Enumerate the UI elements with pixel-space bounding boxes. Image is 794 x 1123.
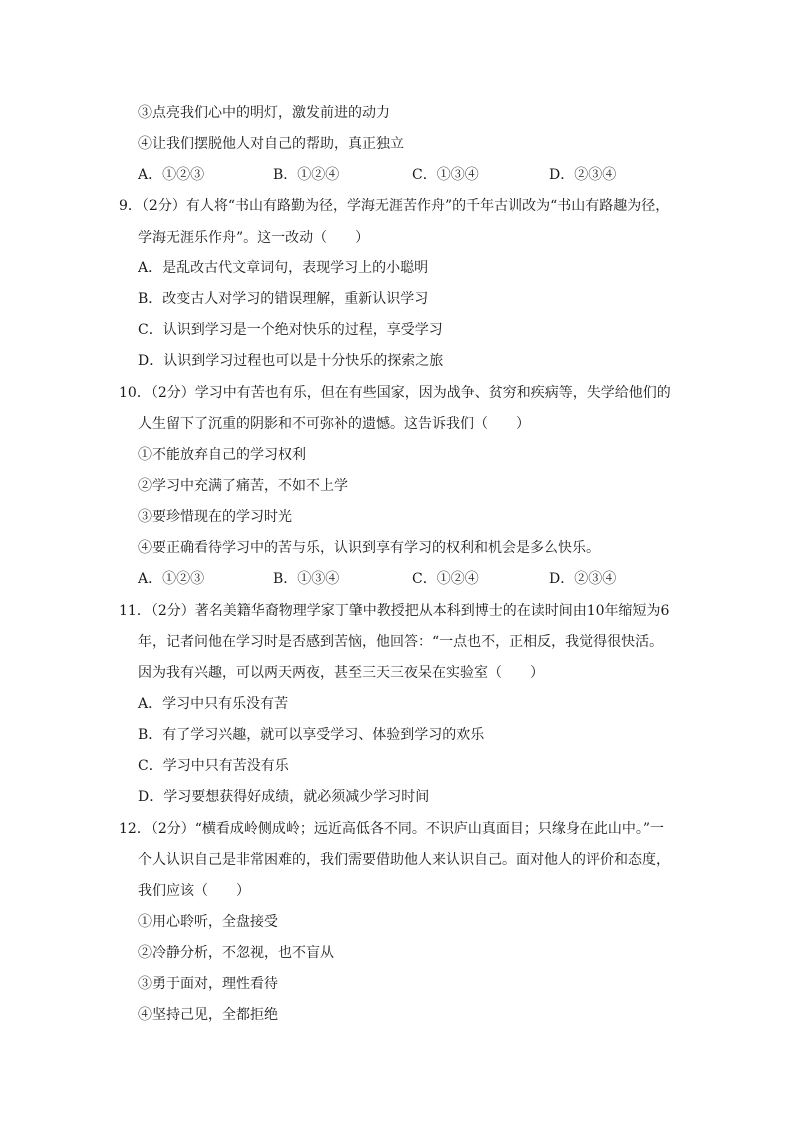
option-c: C．①③④	[412, 167, 479, 183]
question-12-stem: 12．（2分）“横看成岭侧成岭；远近高低各不同。不识庐山真面目；只缘身在此山中。”一	[119, 821, 665, 837]
option-b: B．有了学习兴趣，就可以享受学习、体验到学习的欢乐	[138, 727, 485, 743]
option-d: D．认识到学习过程也可以是十分快乐的探索之旅	[138, 353, 444, 369]
question-11-stem-cont: 因为我有兴趣，可以两天两夜，甚至三天三夜呆在实验室（ ）	[138, 665, 544, 681]
statement-item: ④要正确看待学习中的苦与乐，认识到享有学习的权利和机会是多么快乐。	[138, 540, 600, 556]
statement-item: ③勇于面对，理性看待	[138, 976, 278, 992]
question-11-stem-cont: 年，记者问他在学习时是否感到苦恼，他回答：“一点也不，正相反，我觉得很快活。	[138, 634, 664, 650]
option-d: D．②③④	[549, 167, 617, 183]
option-c: C．学习中只有苦没有乐	[138, 758, 289, 774]
statement-item: ③点亮我们心中的明灯，激发前进的动力	[138, 105, 390, 121]
option-c: C．认识到学习是一个绝对快乐的过程，享受学习	[138, 322, 443, 338]
option-c: C．①②④	[412, 571, 479, 587]
question-11-stem: 11．（2分）著名美籍华裔物理学家丁肇中教授把从本科到博士的在读时间由10年缩短为6	[119, 603, 670, 619]
statement-item: ②学习中充满了痛苦，不如不上学	[138, 478, 348, 494]
option-a: A．①②③	[138, 167, 205, 183]
question-9-stem-cont: 学海无涯乐作舟”。这一改动（ ）	[138, 230, 370, 246]
option-d: D．②③④	[549, 571, 617, 587]
option-d: D．学习要想获得好成绩，就必须减少学习时间	[138, 789, 430, 805]
question-9-stem: 9．（2分）有人将“书山有路勤为径，学海无涯苦作舟”的千年古训改为“书山有路趣为径，	[119, 198, 670, 214]
question-10-stem-cont: 人生留下了沉重的阴影和不可弥补的遗憾。这告诉我们（ ）	[138, 416, 530, 432]
answer-options	[138, 165, 638, 185]
option-a: A．是乱改古代文章词句，表现学习上的小聪明	[138, 260, 429, 276]
question-12-stem-cont: 个人认识自己是非常困难的，我们需要借助他人来认识自己。面对他人的评价和态度，	[138, 852, 670, 868]
question-12-stem-cont: 我们应该（ ）	[138, 883, 250, 899]
statement-item: ①用心聆听，全盘接受	[138, 914, 278, 930]
option-b: B．①②④	[273, 167, 340, 183]
option-a: A．学习中只有乐没有苦	[138, 696, 289, 712]
option-a: A．①②③	[138, 571, 205, 587]
question-10-stem: 10．（2分）学习中有苦也有乐，但在有些国家，因为战争、贫穷和疾病等，失学给他们的	[119, 385, 671, 401]
option-b: B．①③④	[273, 571, 340, 587]
option-b: B．改变古人对学习的错误理解，重新认识学习	[138, 291, 429, 307]
answer-options	[138, 569, 638, 589]
statement-item: ③要珍惜现在的学习时光	[138, 509, 292, 525]
statement-item: ②冷静分析，不忽视，也不盲从	[138, 945, 334, 961]
statement-item: ④坚持己见，全都拒绝	[138, 1007, 278, 1023]
statement-item: ④让我们摆脱他人对自己的帮助，真正独立	[138, 136, 404, 152]
statement-item: ①不能放弃自己的学习权利	[138, 447, 306, 463]
